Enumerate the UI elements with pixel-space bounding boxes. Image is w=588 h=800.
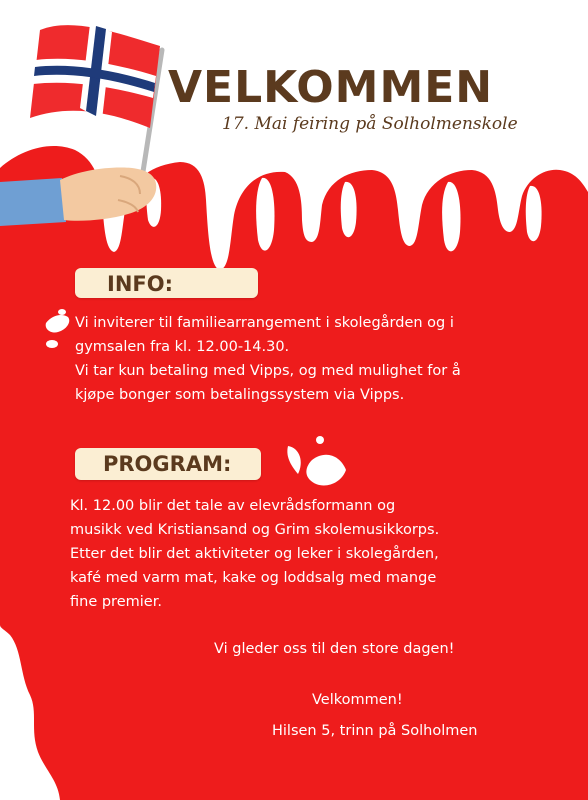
info-paragraph: [75, 311, 461, 407]
program-line: Kl. 12.00 blir det tale av elevrådsformann og: [70, 498, 396, 514]
info-heading: INFO:: [107, 272, 173, 296]
white-drip-3: [341, 182, 357, 237]
program-line: musikk ved Kristiansand og Grim skolemusikkorps.: [70, 522, 440, 538]
info-line: Vi tar kun betaling med Vipps, og med mulighet for å: [75, 363, 461, 379]
page-subtitle: 17. Mai feiring på Solholmenskole: [222, 114, 518, 134]
info-line: gymsalen fra kl. 12.00-14.30.: [75, 339, 290, 355]
program-line: Etter det blir det aktiviteter og leker i skolegården,: [70, 546, 439, 562]
signoff-welcome: Velkommen!: [312, 692, 403, 708]
program-heading: PROGRAM:: [103, 452, 232, 476]
white-drip-5: [526, 186, 542, 241]
closing-line: Vi gleder oss til den store dagen!: [214, 641, 455, 657]
info-line: kjøpe bonger som betalingssystem via Vipps.: [75, 387, 405, 403]
signoff-greeting: Hilsen 5, trinn på Solholmen: [272, 723, 478, 739]
program-heading-pill: [75, 448, 261, 480]
program-line: fine premier.: [70, 594, 162, 610]
info-heading-pill: [75, 268, 258, 298]
info-line: Vi inviterer til familiearrangement i skolegården og i: [75, 315, 454, 331]
page-title: VELKOMMEN: [168, 62, 494, 113]
program-line: kafé med varm mat, kake og loddsalg med mange: [70, 570, 437, 586]
program-paragraph: [70, 494, 439, 614]
